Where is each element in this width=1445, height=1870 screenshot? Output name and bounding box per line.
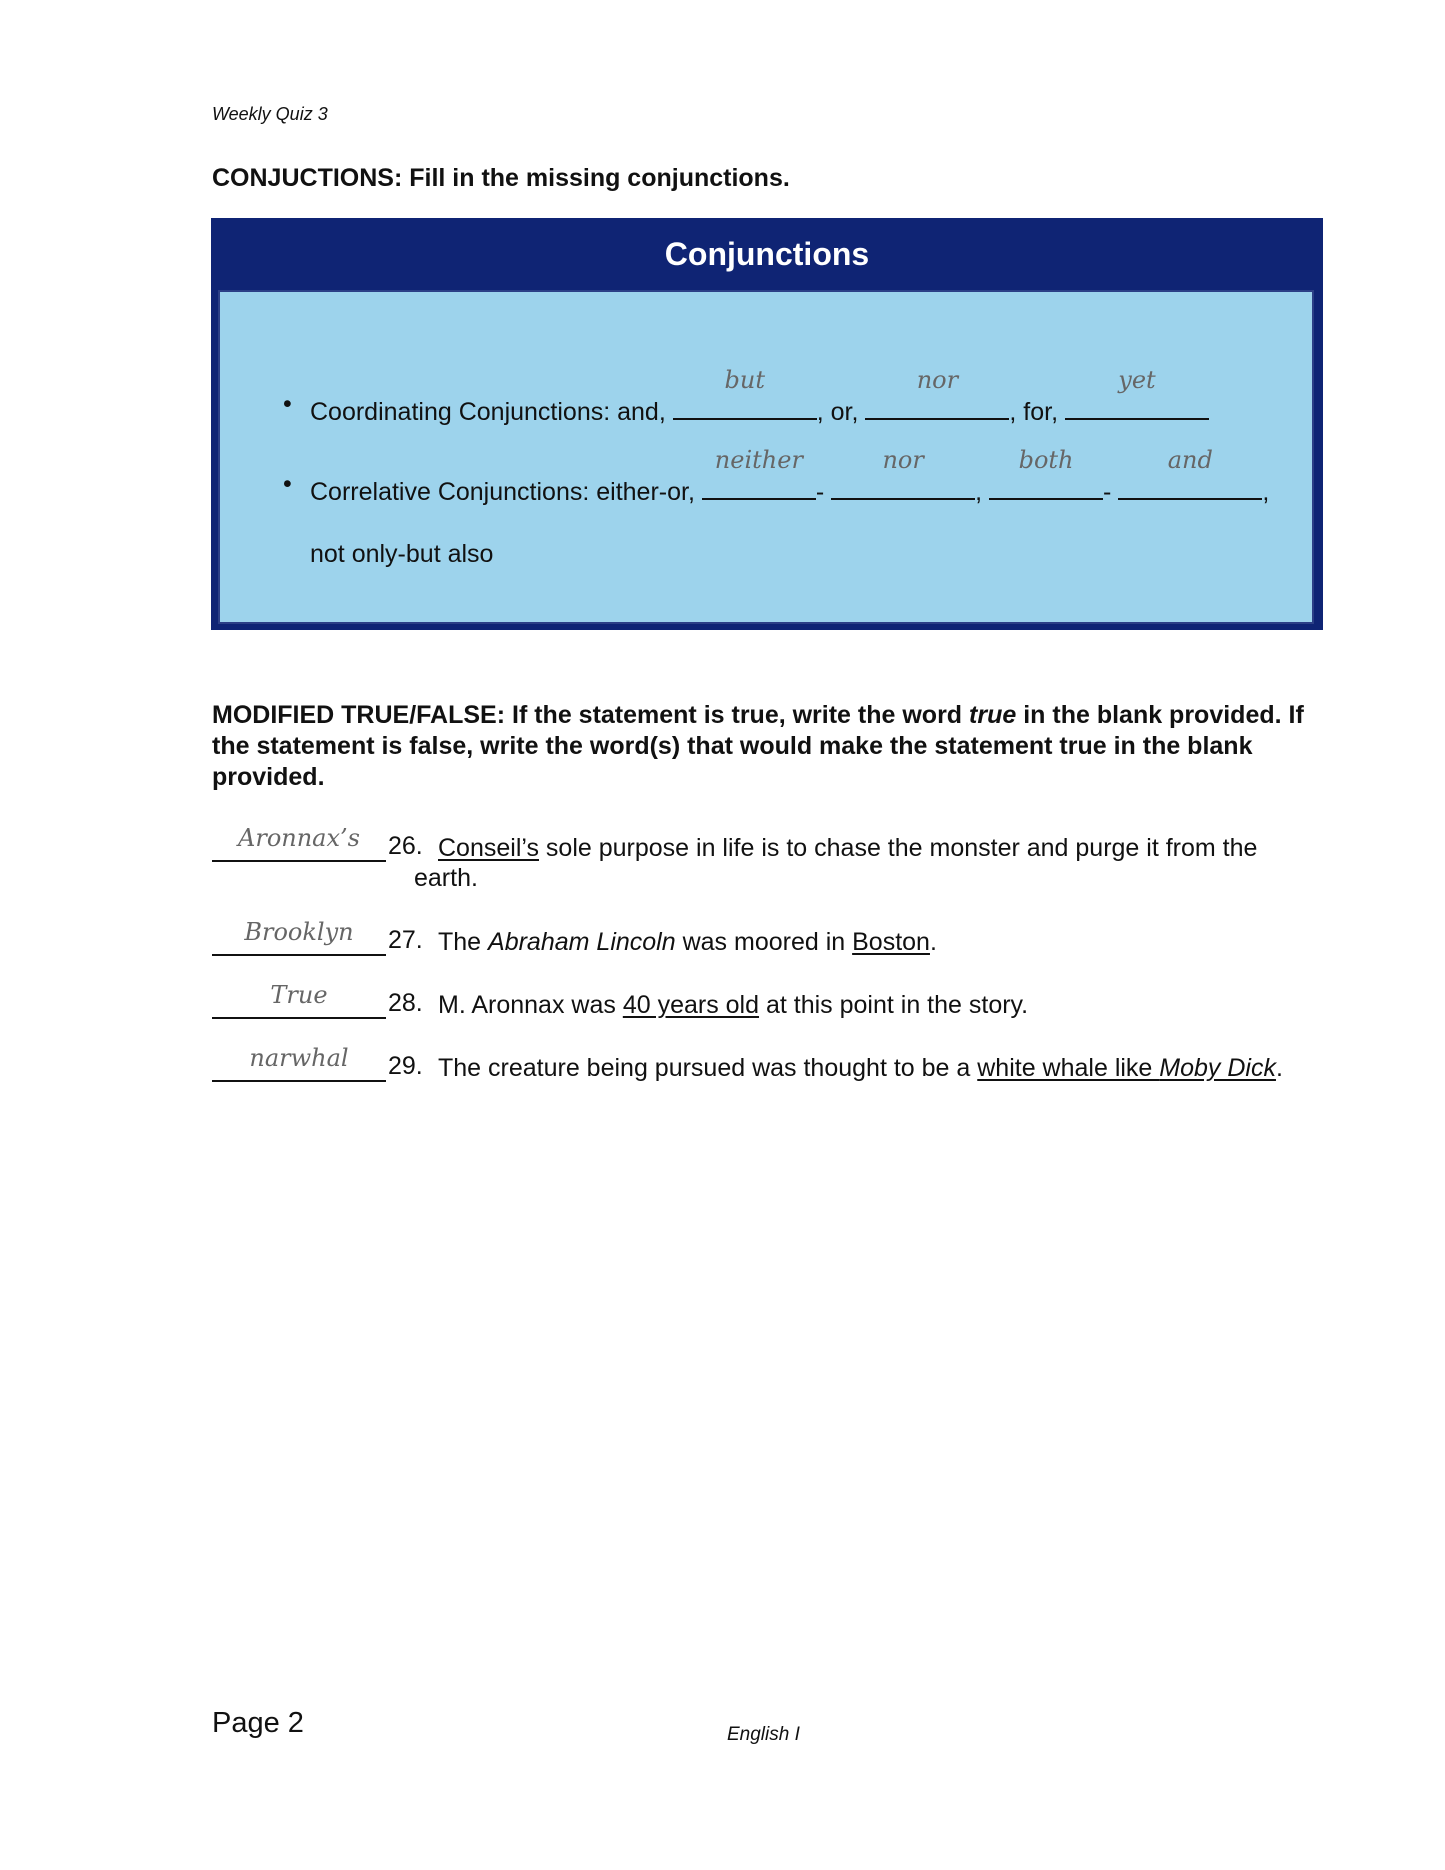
coordinating-blank-3[interactable] [1065, 366, 1209, 420]
correlative-continuation: not only-but also [310, 540, 494, 568]
underlined-term: 40 years old [622, 991, 760, 1019]
running-header: Weekly Quiz 3 [212, 104, 328, 124]
text: at this point in the story. [759, 991, 1029, 1019]
question-text [438, 832, 1318, 864]
italic-term: Abraham Lincoln [488, 928, 676, 956]
correlative-blank-2[interactable] [831, 446, 975, 500]
handwritten-answer: Brooklyn [244, 918, 354, 946]
italic-term: Moby Dick [1159, 1054, 1276, 1082]
handwritten-answer: True [270, 981, 328, 1009]
handwritten-answer: nor [916, 366, 959, 394]
title-italic: true [969, 701, 1017, 729]
handwritten-answer: nor [882, 446, 924, 474]
handwritten-answer: neither [714, 446, 803, 474]
question-29 [212, 1044, 1342, 1092]
separator: , for, [1009, 398, 1059, 426]
comma: , [1262, 478, 1270, 506]
text: The [438, 928, 489, 956]
handwritten-answer: both [1018, 446, 1074, 474]
bullet-icon: • [283, 470, 292, 498]
text: M. Aronnax was [438, 991, 623, 1019]
question-text [438, 926, 1318, 958]
title-text: MODIFIED TRUE/FALSE: If the statement is true, write the word [212, 701, 970, 729]
correlative-blank-3[interactable] [989, 446, 1103, 500]
underlined-term [977, 1054, 1276, 1082]
handwritten-answer: Aronnax’s [238, 824, 360, 852]
conjunctions-section-title: CONJUCTIONS: Fill in the missing conjunctions. [212, 164, 790, 192]
comma: , [975, 478, 983, 506]
handwritten-answer: and [1167, 446, 1213, 474]
bullet-icon: • [283, 390, 292, 418]
question-text-continuation: earth. [414, 864, 478, 892]
modified-tf-title [212, 700, 1332, 793]
question-26 [212, 824, 1342, 902]
coordinating-blank-1[interactable] [673, 366, 817, 420]
question-number: 27. [388, 926, 423, 954]
separator: , or, [816, 398, 859, 426]
conjunctions-box-title: Conjunctions [664, 236, 870, 272]
answer-blank[interactable] [212, 1078, 386, 1082]
footer-course: English I [727, 1724, 800, 1745]
correlative-blank-4[interactable] [1118, 446, 1262, 500]
question-27 [212, 918, 1342, 966]
correlative-label: Correlative Conjunctions: either-or, [310, 478, 695, 506]
text: sole purpose in life is to chase the monster and purge it from the [538, 834, 1258, 862]
conjunctions-box-body [218, 290, 1314, 624]
underlined-term: Conseil’s [438, 834, 539, 862]
dash: - [1103, 478, 1112, 506]
coordinating-label: Coordinating Conjunctions: and, [310, 398, 666, 426]
handwritten-answer: narwhal [249, 1044, 349, 1072]
question-number: 28. [388, 989, 423, 1017]
question-text [438, 989, 1318, 1021]
handwritten-answer: but [724, 366, 765, 394]
answer-blank[interactable] [212, 1015, 386, 1019]
answer-blank[interactable] [212, 858, 386, 862]
text: . [929, 928, 937, 956]
title-text: in the blank provided. If the statement is false, write the word(s) that would make the statement true in the blank provided. [212, 701, 1304, 791]
handwritten-answer: yet [1118, 366, 1156, 394]
conjunctions-box [211, 218, 1323, 630]
question-number: 26. [388, 832, 423, 860]
coordinating-blank-2[interactable] [865, 366, 1009, 420]
question-text [438, 1052, 1318, 1084]
text: white whale like [977, 1054, 1160, 1082]
question-number: 29. [388, 1052, 423, 1080]
question-28 [212, 981, 1342, 1029]
answer-blank[interactable] [212, 952, 386, 956]
text: was moored in [675, 928, 853, 956]
correlative-blank-1[interactable] [702, 446, 816, 500]
underlined-term: Boston [852, 928, 930, 956]
coordinating-line [310, 366, 1209, 427]
text: The creature being pursued was thought to be a [438, 1054, 978, 1082]
page-number: Page 2 [212, 1707, 304, 1739]
text: . [1275, 1054, 1283, 1082]
dash: - [815, 478, 825, 506]
correlative-line [310, 446, 1270, 507]
